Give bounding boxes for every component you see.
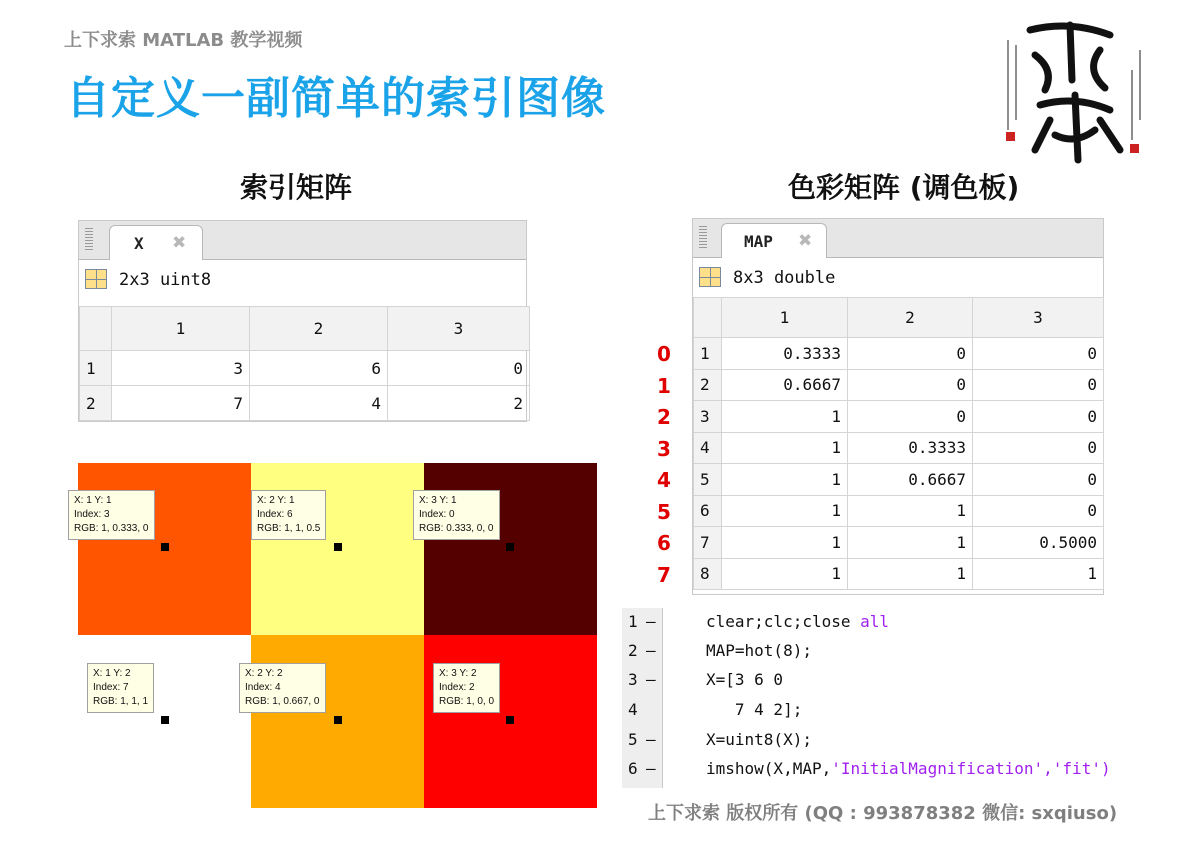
table-row <box>80 351 530 386</box>
tab-bar <box>79 221 526 260</box>
column-header[interactable]: 3 <box>973 298 1104 338</box>
index-label: 5 <box>657 500 671 524</box>
section-index-matrix: 索引矩阵 <box>240 171 353 204</box>
datatip-line: X: 1 Y: 1 <box>74 495 112 506</box>
table-cell[interactable]: 6 <box>250 351 388 386</box>
datatip[interactable] <box>433 663 500 713</box>
row-header[interactable]: 2 <box>694 369 722 401</box>
breakpoint-dash[interactable]: – <box>646 670 656 689</box>
table-cell[interactable]: 1 <box>722 464 848 496</box>
table-cell[interactable]: 0 <box>973 338 1104 370</box>
code-line[interactable] <box>622 755 1152 784</box>
grid-icon <box>85 269 107 289</box>
indexed-image[interactable] <box>74 463 597 808</box>
code-line[interactable] <box>622 666 1152 695</box>
datatip-line: Index: 6 <box>257 509 293 520</box>
index-label: 7 <box>657 563 671 587</box>
tab-map[interactable] <box>721 223 827 258</box>
slide-title: 自定义一副简单的索引图像 <box>66 73 606 124</box>
code-text <box>706 759 1111 778</box>
line-number: 2 <box>628 641 638 660</box>
row-header[interactable]: 1 <box>694 338 722 370</box>
drag-grip-icon[interactable] <box>85 228 93 252</box>
code-editor[interactable] <box>622 608 1152 788</box>
code-plain: 7 4 2]; <box>706 700 803 719</box>
datatip-line: Index: 2 <box>439 682 475 693</box>
code-text <box>706 670 783 689</box>
variable-editor-x <box>78 220 527 422</box>
datatip-marker-icon[interactable] <box>334 543 342 551</box>
table-cell[interactable]: 0 <box>973 401 1104 433</box>
table-cell[interactable]: 1 <box>722 495 848 527</box>
column-header[interactable]: 1 <box>112 307 250 351</box>
variable-info <box>693 258 1103 298</box>
seal-logo-icon <box>1000 10 1150 170</box>
row-header[interactable]: 3 <box>694 401 722 433</box>
code-plain: clear;clc;close <box>706 612 861 631</box>
table-corner <box>694 298 722 338</box>
table-row <box>694 338 1104 370</box>
datatip-marker-icon[interactable] <box>334 716 342 724</box>
copyright-footer: 上下求索 版权所有 (QQ : 993878382 微信: sxqiuso) <box>648 803 1118 824</box>
grid-icon <box>699 267 721 287</box>
table-cell[interactable]: 0 <box>973 369 1104 401</box>
table-corner <box>80 307 112 351</box>
table-row <box>80 386 530 421</box>
table-cell[interactable]: 0 <box>848 338 973 370</box>
table-cell[interactable]: 0.5000 <box>973 527 1104 559</box>
code-text <box>706 641 812 660</box>
tab-x[interactable] <box>109 225 203 260</box>
datatip-line: X: 2 Y: 2 <box>245 668 283 679</box>
table-header-row <box>80 307 530 351</box>
index-table <box>79 306 530 421</box>
table-cell[interactable]: 2 <box>388 386 530 421</box>
line-number: 5 <box>628 730 638 749</box>
close-icon[interactable]: ✖ <box>798 231 813 251</box>
table-cell[interactable]: 3 <box>112 351 250 386</box>
table-cell[interactable]: 0.6667 <box>848 464 973 496</box>
table-cell[interactable]: 0.3333 <box>722 338 848 370</box>
breakpoint-dash[interactable]: – <box>646 730 656 749</box>
datatip-line: RGB: 1, 1, 0.5 <box>257 523 321 534</box>
variable-size-type: 2x3 uint8 <box>119 270 212 290</box>
table-row <box>694 527 1104 559</box>
section-color-matrix: 色彩矩阵 (调色板) <box>788 171 1020 204</box>
close-icon[interactable]: ✖ <box>172 233 187 253</box>
code-plain: imshow(X,MAP, <box>706 759 832 778</box>
table-cell[interactable]: 1 <box>848 495 973 527</box>
line-number: 3 <box>628 670 638 689</box>
column-header[interactable]: 2 <box>848 298 973 338</box>
index-label: 6 <box>657 531 671 555</box>
datatip-line: Index: 4 <box>245 682 281 693</box>
table-row <box>694 464 1104 496</box>
datatip-line: RGB: 0.333, 0, 0 <box>419 523 494 534</box>
datatip-line: Index: 3 <box>74 509 110 520</box>
line-number: 1 <box>628 612 638 631</box>
breakpoint-dash[interactable]: – <box>646 612 656 631</box>
index-label: 4 <box>657 468 671 492</box>
code-line[interactable] <box>622 608 1152 637</box>
code-plain: X=uint8(X); <box>706 730 812 749</box>
datatip-line: Index: 0 <box>419 509 455 520</box>
row-header[interactable]: 1 <box>80 351 112 386</box>
table-cell[interactable]: 1 <box>973 558 1104 590</box>
table-cell[interactable]: 0 <box>973 432 1104 464</box>
table-cell[interactable]: 1 <box>722 432 848 464</box>
table-cell[interactable]: 0 <box>973 464 1104 496</box>
table-cell[interactable]: 0 <box>388 351 530 386</box>
table-cell[interactable]: 0 <box>848 369 973 401</box>
column-header[interactable]: 2 <box>250 307 388 351</box>
row-header[interactable]: 8 <box>694 558 722 590</box>
row-header[interactable]: 2 <box>80 386 112 421</box>
column-header[interactable]: 3 <box>388 307 530 351</box>
datatip-line: X: 2 Y: 1 <box>257 495 295 506</box>
table-cell[interactable]: 1 <box>848 558 973 590</box>
code-line[interactable] <box>622 726 1152 755</box>
line-number: 4 <box>628 700 638 719</box>
table-cell[interactable]: 1 <box>722 527 848 559</box>
datatip[interactable] <box>68 490 155 540</box>
index-label: 3 <box>657 437 671 461</box>
line-number: 6 <box>628 759 638 778</box>
code-keyword: all <box>860 612 890 631</box>
table-header-row <box>694 298 1104 338</box>
datatip[interactable] <box>87 663 154 713</box>
datatip-marker-icon[interactable] <box>161 543 169 551</box>
table-cell[interactable]: 1 <box>848 527 973 559</box>
datatip[interactable] <box>413 490 500 540</box>
datatip-marker-icon[interactable] <box>506 716 514 724</box>
table-cell[interactable]: 0 <box>973 495 1104 527</box>
index-label: 2 <box>657 405 671 429</box>
table-row <box>694 369 1104 401</box>
datatip-line: RGB: 1, 0.667, 0 <box>245 696 320 707</box>
drag-grip-icon[interactable] <box>699 226 707 250</box>
row-header[interactable]: 5 <box>694 464 722 496</box>
code-line[interactable] <box>622 637 1152 666</box>
variable-editor-map <box>692 218 1104 595</box>
tab-label: X <box>134 234 144 253</box>
datatip-line: RGB: 1, 0.333, 0 <box>74 523 149 534</box>
table-cell[interactable]: 1 <box>722 401 848 433</box>
table-cell[interactable]: 4 <box>250 386 388 421</box>
column-header[interactable]: 1 <box>722 298 848 338</box>
datatip-marker-icon[interactable] <box>506 543 514 551</box>
variable-size-type: 8x3 double <box>733 268 836 288</box>
code-text <box>706 700 802 719</box>
tab-label: MAP <box>744 232 773 251</box>
code-keyword: 'InitialMagnification','fit') <box>831 759 1111 778</box>
code-plain: X=[3 6 0 <box>706 670 784 689</box>
table-row <box>694 495 1104 527</box>
code-line[interactable] <box>622 696 1152 725</box>
datatip-line: X: 3 Y: 1 <box>419 495 457 506</box>
table-row <box>694 401 1104 433</box>
datatip-line: X: 3 Y: 2 <box>439 668 477 679</box>
table-cell[interactable]: 0.6667 <box>722 369 848 401</box>
table-cell[interactable]: 1 <box>722 558 848 590</box>
code-text <box>706 612 889 631</box>
datatip-line: RGB: 1, 0, 0 <box>439 696 495 707</box>
index-label: 1 <box>657 374 671 398</box>
datatip-marker-icon[interactable] <box>161 716 169 724</box>
code-text <box>706 730 812 749</box>
row-header[interactable]: 4 <box>694 432 722 464</box>
code-plain: MAP=hot(8); <box>706 641 812 660</box>
map-table <box>693 297 1104 590</box>
table-cell[interactable]: 0 <box>848 401 973 433</box>
tab-bar <box>693 219 1103 258</box>
index-label: 0 <box>657 342 671 366</box>
datatip[interactable] <box>251 490 326 540</box>
datatip-line: RGB: 1, 1, 1 <box>93 696 149 707</box>
table-row <box>694 558 1104 590</box>
course-label: 上下求索 MATLAB 教学视频 <box>64 30 303 51</box>
table-row <box>694 432 1104 464</box>
variable-info <box>79 260 526 300</box>
table-cell[interactable]: 0.3333 <box>848 432 973 464</box>
datatip[interactable] <box>239 663 326 713</box>
datatip-line: X: 1 Y: 2 <box>93 668 131 679</box>
breakpoint-dash[interactable]: – <box>646 759 656 778</box>
breakpoint-dash[interactable]: – <box>646 641 656 660</box>
row-header[interactable]: 7 <box>694 527 722 559</box>
row-header[interactable]: 6 <box>694 495 722 527</box>
datatip-line: Index: 7 <box>93 682 129 693</box>
table-cell[interactable]: 7 <box>112 386 250 421</box>
